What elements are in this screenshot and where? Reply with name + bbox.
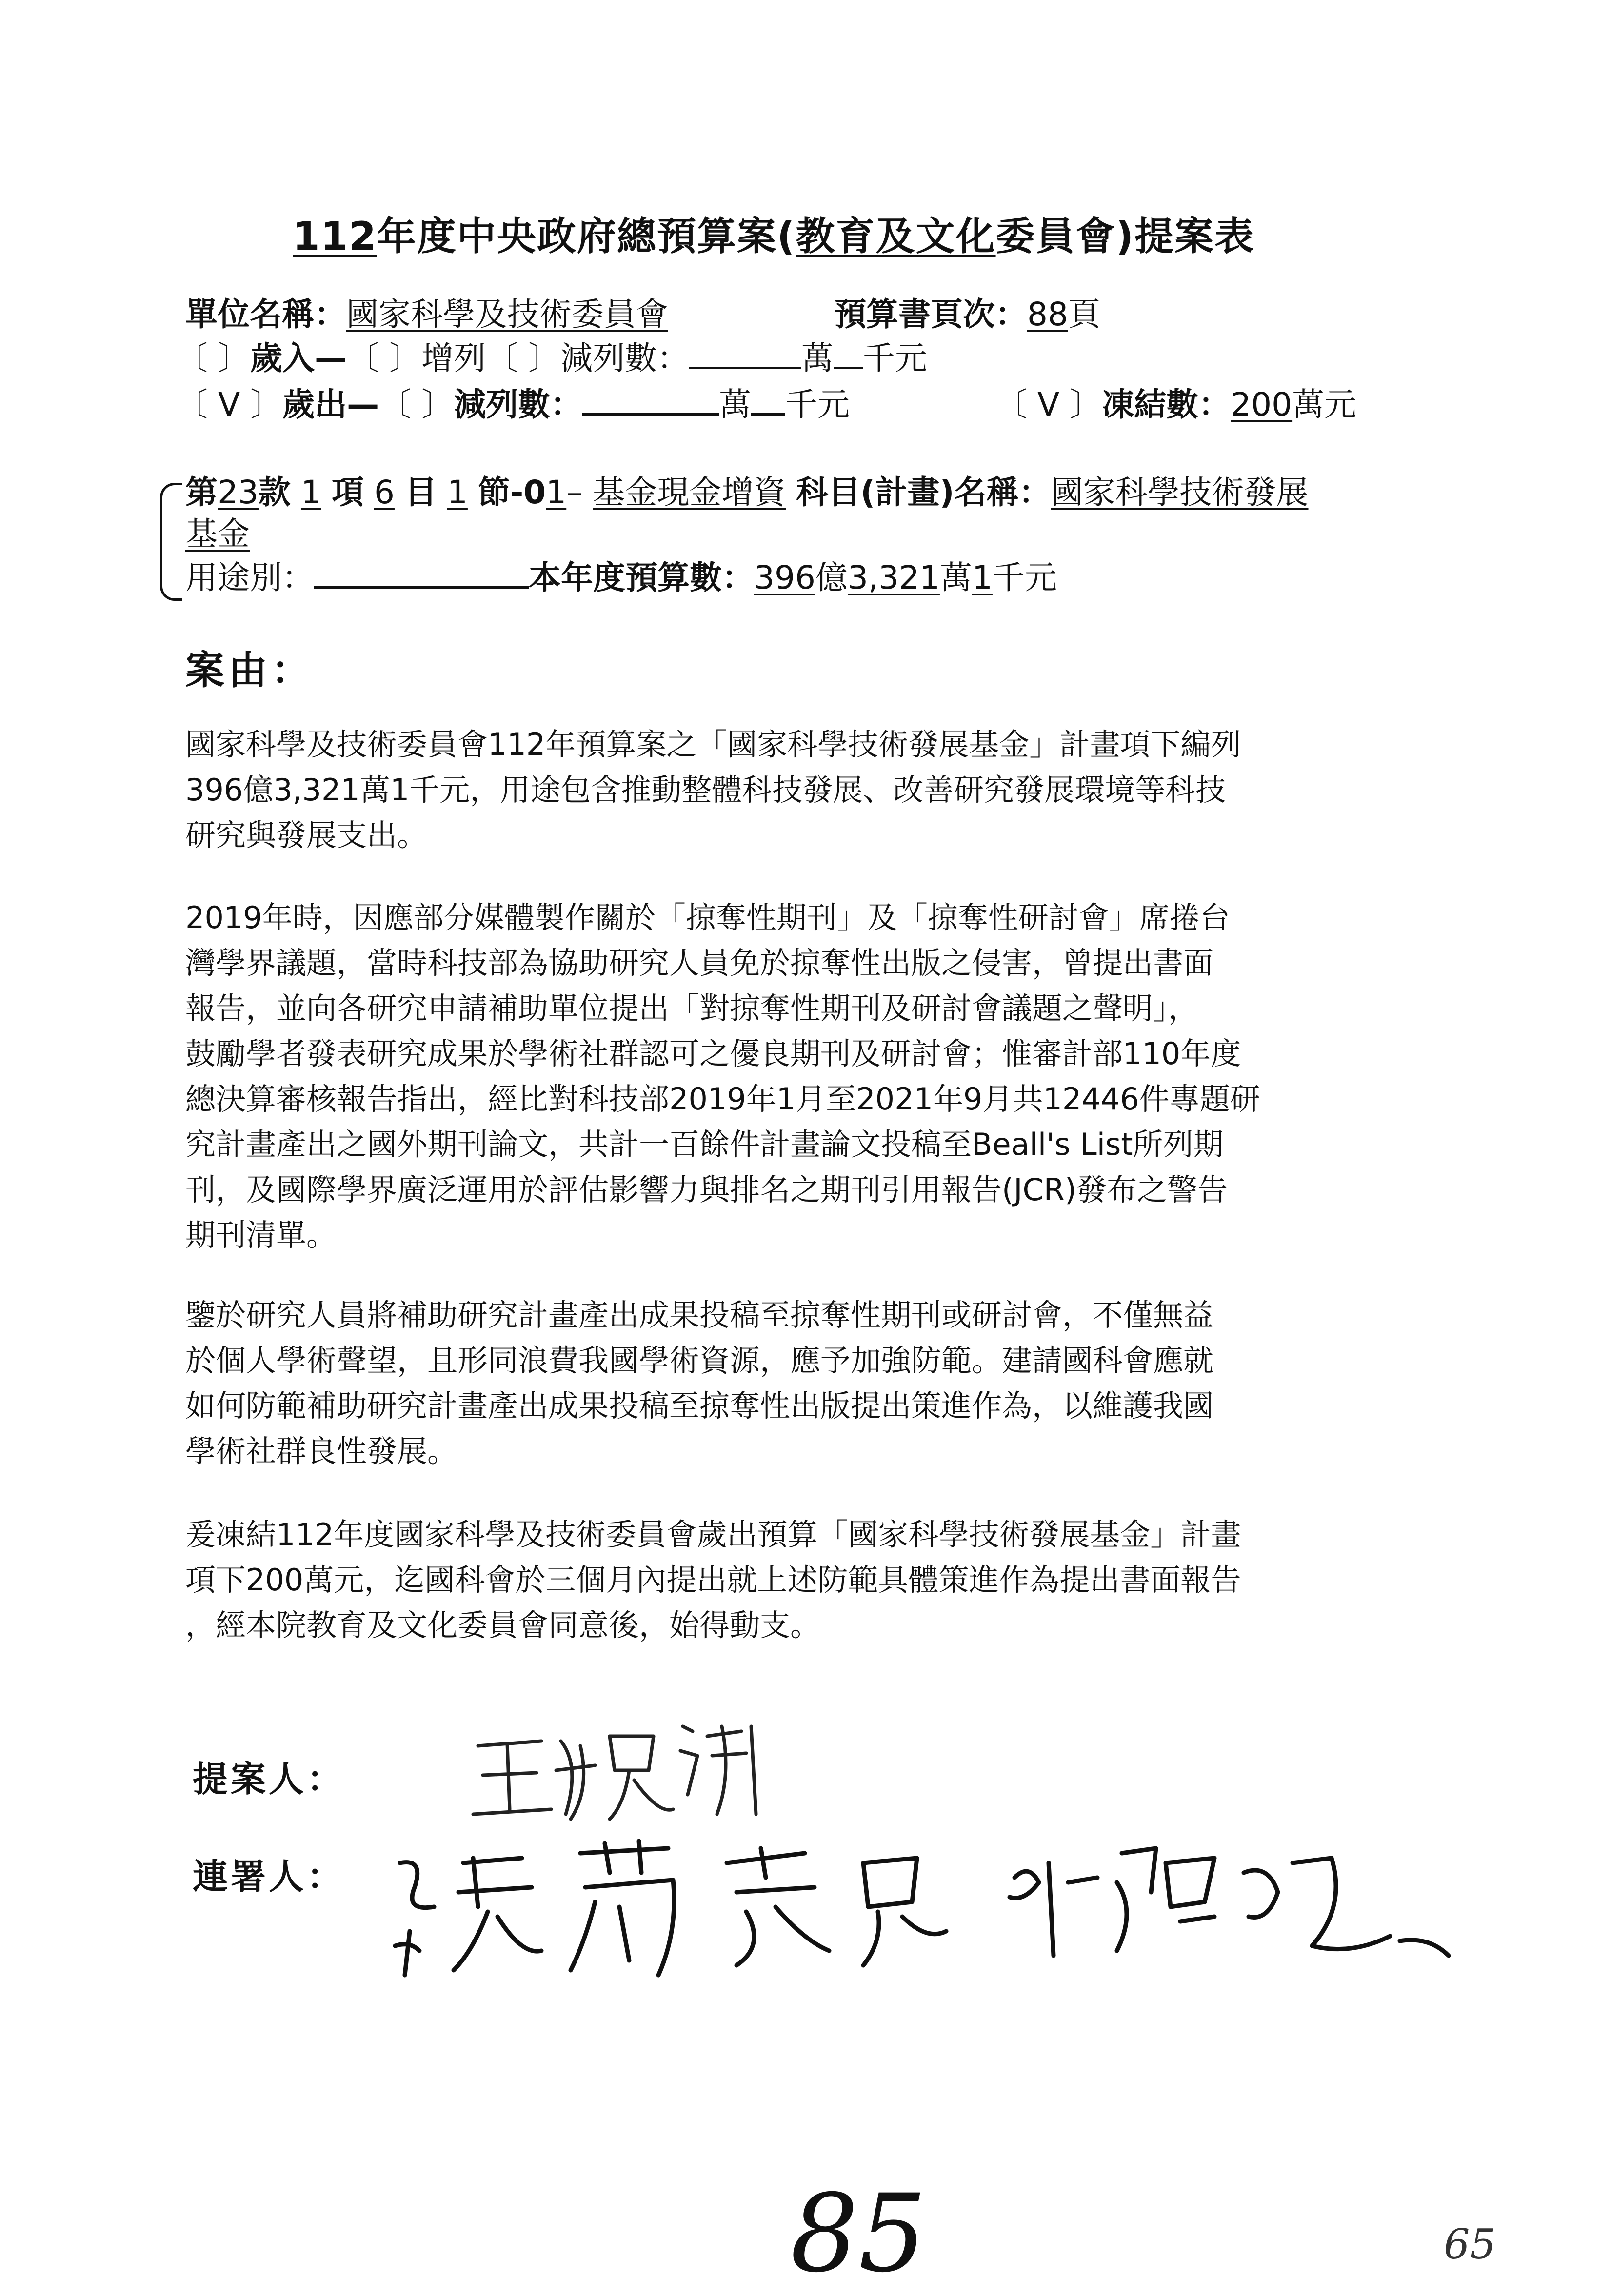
text-line: 於個人學術聲望，且形同浪費我國學術資源，應予加強防範。建請國科會應就 <box>185 1343 1214 1378</box>
text-line: 報告，並向各研究申請補助單位提出「對掠奪性期刊及研討會議題之聲明」， <box>185 990 1199 1026</box>
text-line: 研究與發展支出。 <box>185 817 428 853</box>
page-title <box>293 205 1254 261</box>
jie-unit: 節-0 <box>477 474 546 511</box>
reason-paragraph-3 <box>185 1292 1414 1474</box>
text-line: 2019年時，因應部分媒體製作關於「掠奪性期刊」及「掠奪性研討會」席捲台 <box>185 900 1230 935</box>
income-wan: 萬 <box>801 339 834 377</box>
page-ref <box>834 293 1100 336</box>
expense-reduce: 減列數： <box>454 386 583 423</box>
reason-paragraph-1 <box>185 722 1414 858</box>
text-line: ，經本院教育及文化委員會同意後，始得動支。 <box>185 1607 821 1643</box>
text-line: 396億3,321萬1千元，用途包含推動整體科技發展、改善研究發展環境等科技 <box>185 772 1226 808</box>
text-line: 究計畫產出之國外期刊論文，共計一百餘件計畫論文投稿至Beall's List所列期 <box>185 1127 1224 1162</box>
page-value: 88 <box>1027 296 1068 333</box>
proposer-signature <box>468 1717 771 1834</box>
page-label: 預算書頁次： <box>834 296 1027 333</box>
purpose-label: 用途別： <box>185 559 314 596</box>
text-line: 總決算審核報告指出，經比對科技部2019年1月至2021年9月共12446件專題研 <box>185 1081 1260 1117</box>
mu-value: 6 <box>374 474 395 511</box>
jie-value: 1 <box>447 474 468 511</box>
text-line: 鑒於研究人員將補助研究計畫產出成果投稿至掠奪性期刊或研討會，不僅無益 <box>185 1297 1214 1333</box>
xiang-unit: 項 <box>331 474 364 511</box>
expense-wan: 萬 <box>719 386 752 423</box>
expense-wan-blank <box>582 384 719 416</box>
text-line: 鼓勵學者發表研究成果於學術社群認可之優良期刊及研討會；惟審計部110年度 <box>185 1036 1241 1071</box>
cosigner-signatures <box>376 1834 1473 1990</box>
kuan-value: 23 <box>218 474 259 511</box>
name-label: 科目(計畫)名稱： <box>796 474 1051 511</box>
income-qian-blank <box>834 337 863 369</box>
budget-label: 本年度預算數： <box>529 559 754 596</box>
title-text-post: 委員會)提案表 <box>995 214 1255 259</box>
expense-qian-blank <box>751 384 785 416</box>
name-value-line1: 國家科學技術發展 <box>1051 474 1309 511</box>
item-dash: – <box>566 474 583 511</box>
expense-reduce-checkbox: 〔 〕 <box>379 386 454 423</box>
budget-yi-unit: 億 <box>815 559 848 596</box>
income-checkbox: 〔 〕 <box>176 339 250 377</box>
proposer-label: 提案人： <box>193 1759 345 1800</box>
text-line: 刊，及國際學界廣泛運用於評估影響力與排名之期刊引用報告(JCR)發布之警告 <box>185 1172 1228 1207</box>
freeze-value: 200 <box>1231 386 1293 423</box>
title-committee: 教育及文化 <box>796 214 996 259</box>
expense-row <box>176 383 850 427</box>
freeze-unit: 萬元 <box>1292 386 1357 423</box>
name-value-line2: 基金 <box>185 515 250 553</box>
purpose-blank <box>314 557 529 589</box>
jie-sub: 1 <box>546 474 567 511</box>
income-qian: 千元 <box>862 339 927 377</box>
text-line: 國家科學及技術委員會112年預算案之「國家科學技術發展基金」計畫項下編列 <box>185 727 1241 762</box>
income-reduce: 〔 〕減列數： <box>485 339 689 377</box>
item-name-cont <box>185 512 250 556</box>
budget-qian: 1 <box>972 559 993 596</box>
kuan-unit: 款 <box>258 474 291 511</box>
income-wan-blank <box>689 337 801 369</box>
text-line: 灣學界議題，當時科技部為協助研究人員免於掠奪性出版之侵害，曾提出書面 <box>185 945 1214 981</box>
income-row <box>176 336 927 380</box>
text-line: 項下200萬元，迄國科會於三個月內提出就上述防範具體策進作為提出書面報告 <box>185 1562 1241 1598</box>
title-year: 112 <box>293 214 377 259</box>
unit-name: 國家科學及技術委員會 <box>346 296 668 333</box>
income-add: 〔 〕增列 <box>346 339 486 377</box>
xiang-value: 1 <box>300 474 321 511</box>
freeze-label: 凍結數： <box>1102 386 1231 423</box>
item-row <box>185 471 1309 515</box>
expense-checkbox: 〔 V 〕 <box>176 386 283 423</box>
income-label: 歲入— <box>250 339 347 377</box>
handwritten-page-number: 85 <box>790 2171 927 2296</box>
budget-yi: 396 <box>754 559 815 596</box>
mu-unit: 目 <box>404 474 437 511</box>
freeze-row <box>995 383 1356 427</box>
unit-label: 單位名稱： <box>185 296 346 333</box>
text-line: 學術社群良性發展。 <box>185 1433 458 1469</box>
text-line: 爰凍結112年度國家科學及技術委員會歲出預算「國家科學技術發展基金」計畫 <box>185 1517 1241 1552</box>
reason-paragraph-4 <box>185 1512 1414 1648</box>
handwritten-corner-number: 65 <box>1444 2220 1496 2268</box>
title-text-pre: 年度中央政府總預算案( <box>377 214 796 259</box>
cosigner-label: 連署人： <box>193 1856 345 1897</box>
budget-qian-unit: 千元 <box>992 559 1057 596</box>
expense-label: 歲出— <box>282 386 379 423</box>
freeze-checkbox: 〔 V 〕 <box>995 386 1102 423</box>
kuan-label: 第 <box>185 474 218 511</box>
purpose-row <box>185 556 1057 600</box>
item-subject: 基金現金增資 <box>593 474 786 511</box>
expense-qian: 千元 <box>785 386 850 423</box>
budget-wan: 3,321 <box>847 559 940 596</box>
budget-wan-unit: 萬 <box>939 559 972 596</box>
text-line: 期刊清單。 <box>185 1217 337 1253</box>
page-unit: 頁 <box>1068 296 1100 333</box>
reason-heading: 案由： <box>185 648 314 693</box>
text-line: 如何防範補助研究計畫產出成果投稿至掠奪性出版提出策進作為，以維護我國 <box>185 1388 1214 1424</box>
item-bracket <box>160 483 182 601</box>
unit-row <box>185 293 668 336</box>
reason-paragraph-2 <box>185 895 1414 1258</box>
